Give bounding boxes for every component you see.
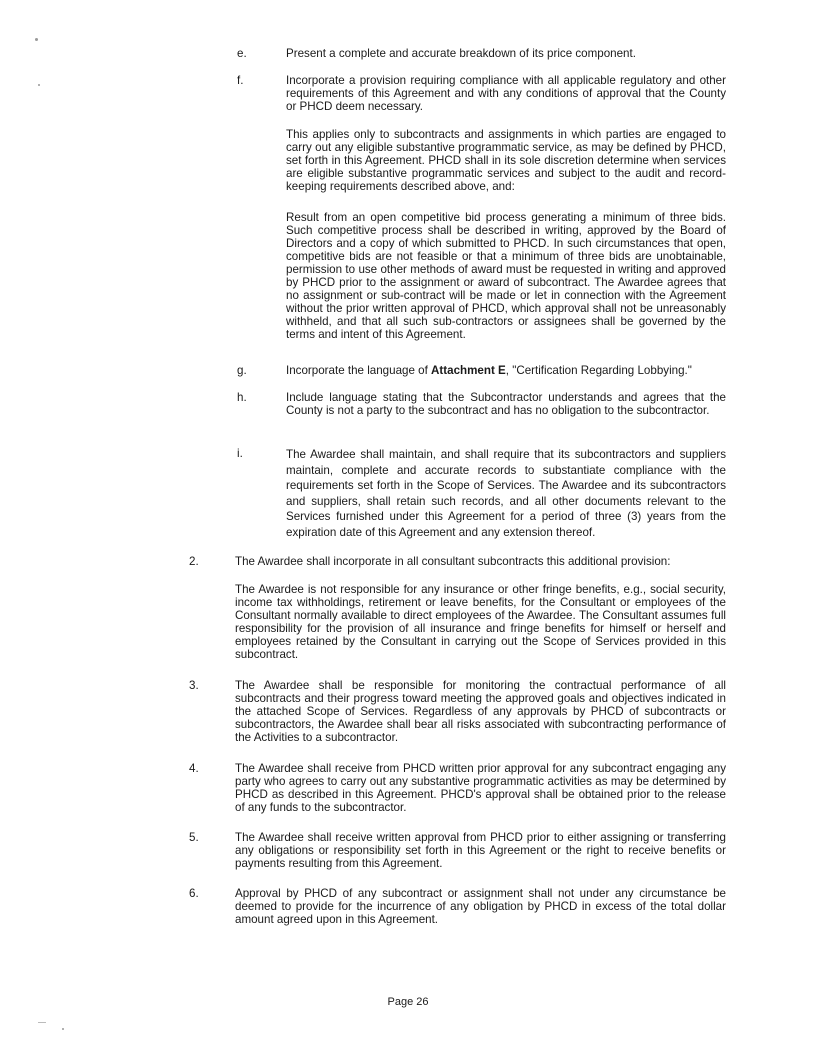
item-6-label: 6. <box>189 887 199 900</box>
item-4-text: The Awardee shall receive from PHCD written prior approval for any subcontract engaging any party who agrees to carry out any substantive programmatic activities as may be determined by PHCD as described in this Agreement. PHCD's approval shall be obtained prior to the release of any funds to the subcontractor. <box>235 762 726 814</box>
item-f-label: f. <box>237 74 244 87</box>
item-e-label: e. <box>237 47 247 60</box>
item-h-text: Include language stating that the Subcontractor understands and agrees that the County is not a party to the subcontract and has no obligation to the subcontractor. <box>286 391 726 417</box>
page-number: Page 26 <box>387 996 429 1008</box>
item-5-text: The Awardee shall receive written approval from PHCD prior to either assigning or transferring any obligations or responsibility set forth in this Agreement or the right to receive benefits or payments resulting from this Agreement. <box>235 831 726 870</box>
item-6-text: Approval by PHCD of any subcontract or assignment shall not under any circumstance be deemed to provide for the incurrence of any obligation by PHCD in excess of the total dollar amount agreed upon in this Agreement. <box>235 887 726 926</box>
item-4-label: 4. <box>189 762 199 775</box>
item-i-text: The Awardee shall maintain, and shall require that its subcontractors and suppliers maintain, complete and accurate records to substantiate compliance with the requirements set forth in the Scope of Services. The Awardee and its subcontractors and suppliers, shall retain such records, and all other documents relevant to the Services furnished under this Agreement for a period of three (3) years from the expiration date of this Agreement and any extension thereof. <box>286 448 726 539</box>
item-h-label: h. <box>237 391 247 404</box>
item-f-para-2: This applies only to subcontracts and assignments in which parties are engaged to carry out any eligible substantive programmatic service, as may be defined by PHCD, set forth in this Agreement. PHCD shall in its sole discretion determine when services are eligible substantive programmatic services and subject to the audit and record-keeping requirements described above, and: <box>286 128 726 193</box>
item-5-label: 5. <box>189 831 199 844</box>
scan-speck <box>62 1028 64 1030</box>
item-g-text <box>286 364 726 377</box>
item-2-label: 2. <box>189 555 199 568</box>
item-f-para-3: Result from an open competitive bid process generating a minimum of three bids. Such competitive process shall be described in writing, approved by the Board of Directors and a copy of which submitted to PHCD. In such circumstances that open, competitive bids are not feasible or that a minimum of three bids are unobtainable, permission to use other methods of award must be requested in writing and approved by PHCD prior to the assignment or award of subcontract. The Awardee agrees that no assignment or sub-contract will be made or let in connection with the Agreement without the prior written approval of PHCD, which approval shall not be unreasonably withheld, and that all such sub-contractors or assignees shall be governed by the terms and intent of this Agreement. <box>286 211 726 341</box>
attachment-e-reference: Attachment E <box>431 364 506 377</box>
scan-speck <box>38 1022 46 1023</box>
item-g-text-pre: Incorporate the language of <box>286 364 432 377</box>
item-2-text: The Awardee shall incorporate in all consultant subcontracts this additional provision: <box>235 555 671 568</box>
scan-speck <box>35 38 38 41</box>
item-3-label: 3. <box>189 679 199 692</box>
item-3-text: The Awardee shall be responsible for monitoring the contractual performance of all subcontracts and their progress toward meeting the approved goals and objectives indicated in the attached Scope of Services. Regardless of any approvals by PHCD of subcontracts or subcontractors, the Awardee shall bear all risks associated with subcontracting performance of the Activities to a subcontractor. <box>235 679 726 744</box>
item-2-provision: The Awardee is not responsible for any insurance or other fringe benefits, e.g., social security, income tax withholdings, retirement or leave benefits, for the Consultant or employees of the Consultant normally available to direct employees of the Awardee. The Consultant assumes full responsibility for the provision of all insurance and fringe benefits for himself or herself and employees retained by the Consultant in carrying out the Scope of Services provided in this subcontract. <box>235 583 726 661</box>
item-g-text-post: , "Certification Regarding Lobbying." <box>505 364 692 377</box>
item-e-text: Present a complete and accurate breakdown of its price component. <box>286 47 636 60</box>
item-i-label: i. <box>237 447 243 460</box>
item-g-label: g. <box>237 364 247 377</box>
scan-speck <box>38 84 40 86</box>
item-f-text: Incorporate a provision requiring compliance with all applicable regulatory and other requirements of this Agreement and with any conditions of approval that the County or PHCD deem necessary. <box>286 74 726 113</box>
